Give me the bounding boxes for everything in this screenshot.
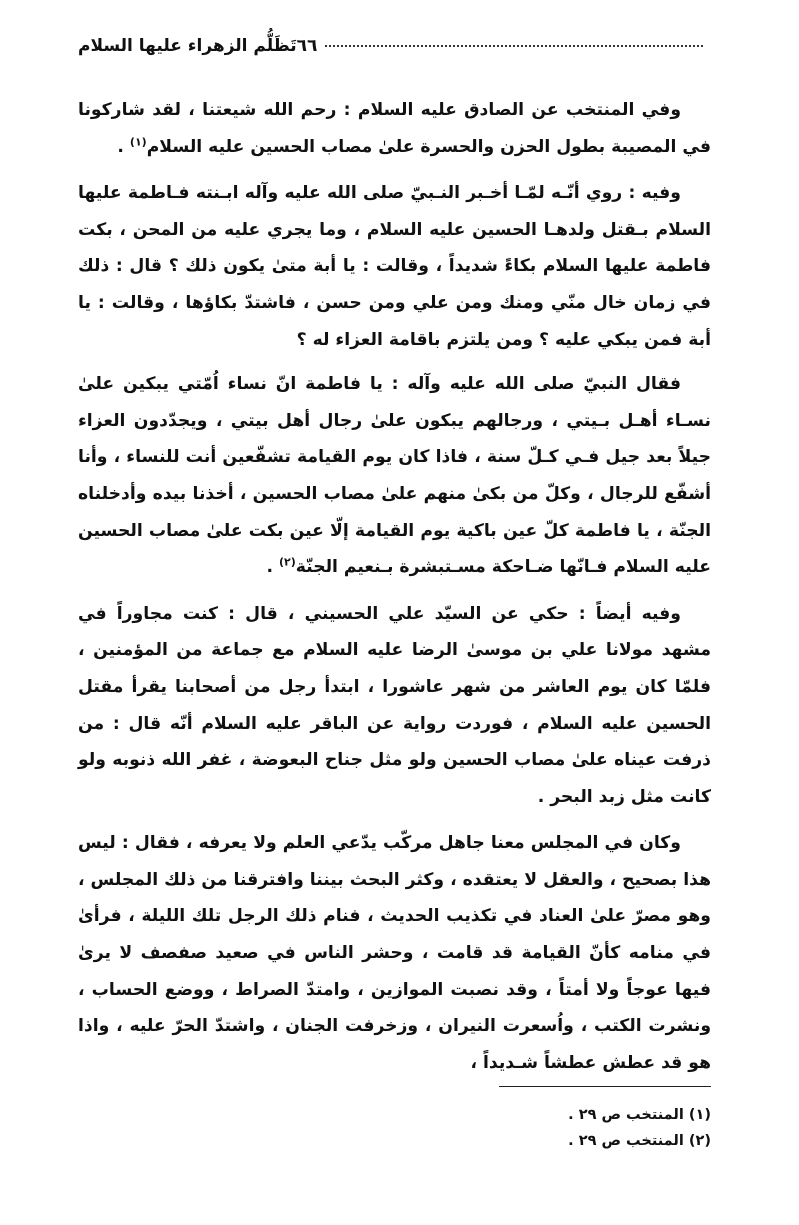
paragraph-text: وكان في المجلس معنا جاهل مركّب يدّعي العلم ولا يعرفه ، فقال : ليس هذا بصحيح ، والعقل لا يعتقده ، وكثر البحث بيننا وافترقنا من ذلك المجلس ، وهو مصرّ علىٰ العناد في تكذيب الحديث ، فنام ذلك الرجل تلك الليلة ، فرأىٰ في منامه كأنّ القيامة قد قامت ، وحشر الناس في صعيد صفصف لا يرىٰ فيها عوجاً ولا أمتاً ، وقد نصبت الموازين ، وامتدّ الصراط ، ووضع الحساب ، ونشرت الكتب ، واُسعرت النيران ، وزخرفت الجنان ، واشتدّ الحرّ عليه ، واذا هو قد عطش عطشاً شـديداً ، — [78, 833, 711, 1073]
paragraph-text: وفيه : روي أنّـه لمّـا أخـبر النـبيّ صلى الله عليه وآله ابـنته فـاطمة عليها السلام بـقتل ولدهـا الحسين عليه السلام ، وما يجري عليه من المحن ، بكت فاطمة عليها السلام بكاءً شديداً ، وقالت : يا أبة متىٰ يكون ذلك ؟ قال : ذلك في زمان خال منّي ومنك ومن علي ومن حسن ، فاشتدّ بكاؤها ، وقالت : يا أبة فمن يبكي عليه ؟ ومن يلتزم باقامة العزاء له ؟ — [78, 183, 711, 350]
footnote-reference[interactable]: (١) — [129, 134, 147, 148]
footnote-separator — [499, 1086, 711, 1087]
paragraph-tail: . — [266, 557, 279, 578]
paragraph-text: فقال النبيّ صلى الله عليه وآله : يا فاطمة انّ نساء اُمّتي يبكين علىٰ نسـاء أهـل بـيتي ، ورجالهم يبكون علىٰ رجال أهل بيتي ، ويجدّدون العزاء جيلاً بعد جيل فـي كـلّ سنة ، فاذا كان يوم القيامة تشفّعين أنت للنساء ، وأنا أشفّع للرجال ، وكلّ من بكىٰ منهم علىٰ مصاب الحسين ، أخذنا بيده وأدخلناه الجنّة ، يا فاطمة كلّ عين باكية يوم القيامة إلّا عين بكت علىٰ مصاب الحسين عليه السلام فـانّها ضـاحكة مسـتبشرة بـنعيم الجنّة — [78, 374, 711, 578]
paragraph — [78, 825, 711, 1081]
footnote-reference[interactable]: (٢) — [278, 555, 296, 569]
book-page — [78, 36, 711, 1186]
footnote-item: (٢) المنتخب ص ٢٩ . — [568, 1133, 711, 1149]
footnote-item: (١) المنتخب ص ٢٩ . — [568, 1107, 711, 1123]
page-header — [78, 36, 711, 70]
running-title: تَظَلُّم الزهراء عليها السلام — [78, 36, 297, 56]
header-dot-leader — [325, 45, 703, 47]
paragraph-text: وفيه أيضاً : حكي عن السيّد علي الحسيني ، قال : كنت مجاوراً في مشهد مولانا علي بن موسىٰ الرضا عليه السلام مع جماعة من المؤمنين ، فلمّا كان يوم العاشر من شهر عاشورا ، ابتدأ رجل من أصحابنا يقرأ مقتل الحسين عليه السلام ، فوردت رواية عن الباقر عليه السلام أنّه قال : من ذرفت عيناه علىٰ مصاب الحسين ولو مثل جناح البعوضة ، غفر الله ذنوبه ولو كانت مثل زبد البحر . — [78, 603, 711, 807]
page-number: ٦٦ — [296, 36, 318, 56]
paragraph — [78, 366, 711, 586]
paragraph — [78, 175, 711, 358]
paragraph — [78, 92, 711, 165]
paragraph-text: وفي المنتخب عن الصادق عليه السلام : رحم الله شيعتنا ، لقد شاركونا في المصيبة بطول الحزن والحسرة علىٰ مصاب الحسين عليه السلام — [78, 100, 711, 157]
paragraph — [78, 596, 711, 816]
paragraph-tail: . — [117, 136, 130, 157]
footnotes — [78, 1102, 711, 1154]
body-text — [78, 92, 711, 1081]
